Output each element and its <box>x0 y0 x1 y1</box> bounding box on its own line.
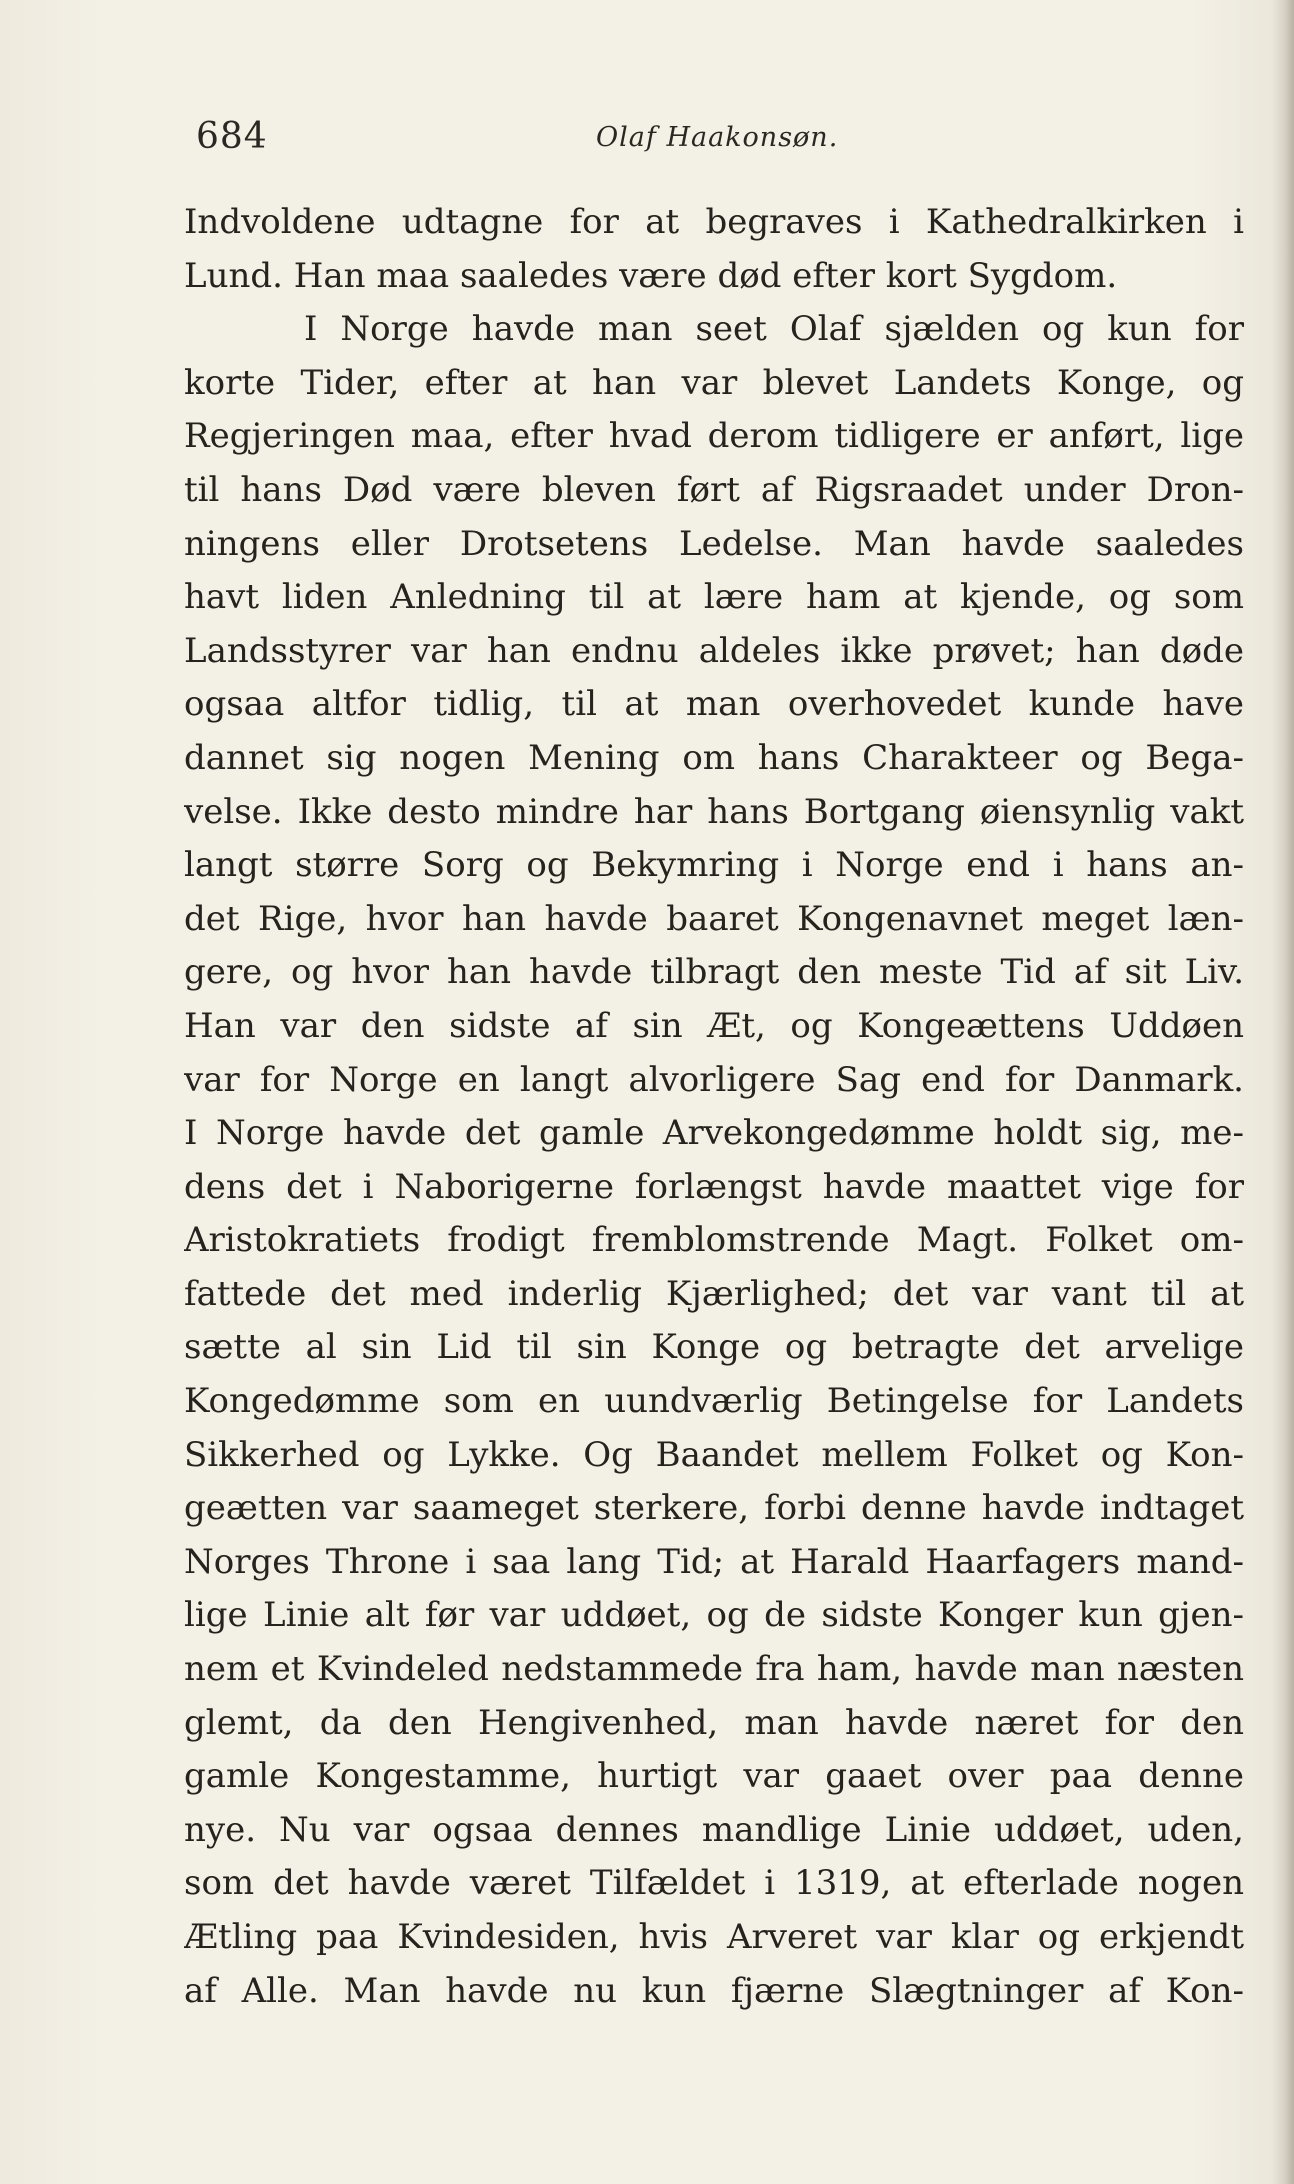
text-line: geætten var saameget sterkere, forbi denne havde indtaget <box>184 1488 1244 1529</box>
text-line: korte Tider, efter at han var blevet Landets Konge, og <box>184 362 1244 403</box>
text-line: Regjeringen maa, efter hvad derom tidligere er anført, lige <box>184 416 1244 457</box>
text-line: gere, og hvor han havde tilbragt den meste Tid af sit Liv. <box>184 952 1244 993</box>
text-line: af Alle. Man havde nu kun fjærne Slægtninger af Kon- <box>184 1970 1244 2011</box>
text-line: Ætling paa Kvindesiden, hvis Arveret var klar og erkjendt <box>184 1917 1244 1957</box>
text-line: I Norge havde det gamle Arvekongedømme holdt sig, me- <box>184 1113 1244 1154</box>
text-line: som det havde været Tilfældet i 1319, at efterlade nogen <box>184 1863 1244 1904</box>
body-text <box>184 196 1244 2018</box>
text-line: ogsaa altfor tidlig, til at man overhovedet kunde have <box>184 684 1244 725</box>
text-line: glemt, da den Hengivenhed, man havde næret for den <box>184 1702 1244 1743</box>
text-line: Kongedømme som en uundværlig Betingelse for Landets <box>184 1381 1244 1422</box>
text-line: Aristokratiets frodigt fremblomstrende Magt. Folket om- <box>184 1220 1244 1261</box>
text-line: Norges Throne i saa lang Tid; at Harald Haarfagers mand- <box>184 1541 1244 1582</box>
text-line: Han var den sidste af sin Æt, og Kongeættens Uddøen <box>184 1005 1244 1046</box>
text-line: ningens eller Drotsetens Ledelse. Man havde saaledes <box>184 523 1244 564</box>
text-line: Sikkerhed og Lykke. Og Baandet mellem Folket og Kon- <box>184 1434 1244 1475</box>
text-line: var for Norge en langt alvorligere Sag end for Danmark. <box>184 1059 1244 1100</box>
page-header <box>196 112 1236 162</box>
text-line: velse. Ikke desto mindre har hans Bortgang øiensynlig vakt <box>184 791 1244 832</box>
text-line: lige Linie alt før var uddøet, og de sidste Konger kun gjen- <box>184 1595 1244 1636</box>
running-head: Olaf Haakonsøn. <box>596 122 839 153</box>
text-line: til hans Død være bleven ført af Rigsraadet under Dron- <box>184 469 1244 510</box>
text-line: langt større Sorg og Bekymring i Norge end i hans an- <box>184 845 1244 886</box>
text-line: sætte al sin Lid til sin Konge og betragte det arvelige <box>184 1327 1244 1368</box>
text-line: I Norge havde man seet Olaf sjælden og kun for <box>304 309 1244 350</box>
text-line: det Rige, hvor han havde baaret Kongenavnet meget læn- <box>184 898 1244 939</box>
page-number: 684 <box>196 116 268 157</box>
page-edge-shadow <box>1272 0 1294 2184</box>
text-line: Lund. Han maa saaledes være død efter kort Sygdom. <box>184 255 1118 296</box>
text-line: havt liden Anledning til at lære ham at kjende, og som <box>184 577 1244 618</box>
text-line: nye. Nu var ogsaa dennes mandlige Linie uddøet, uden, <box>184 1809 1244 1850</box>
text-line: dens det i Naborigerne forlængst havde maattet vige for <box>184 1166 1244 1207</box>
text-line: Indvoldene udtagne for at begraves i Kathedralkirken i <box>184 202 1244 242</box>
text-line: gamle Kongestamme, hurtigt var gaaet over paa denne <box>184 1756 1244 1797</box>
text-line: Landsstyrer var han endnu aldeles ikke prøvet; han døde <box>184 630 1244 671</box>
text-line: fattede det med inderlig Kjærlighed; det var vant til at <box>184 1273 1244 1314</box>
text-line: dannet sig nogen Mening om hans Charakteer og Bega- <box>184 737 1244 778</box>
text-line: nem et Kvindeled nedstammede fra ham, havde man næsten <box>184 1649 1244 1690</box>
